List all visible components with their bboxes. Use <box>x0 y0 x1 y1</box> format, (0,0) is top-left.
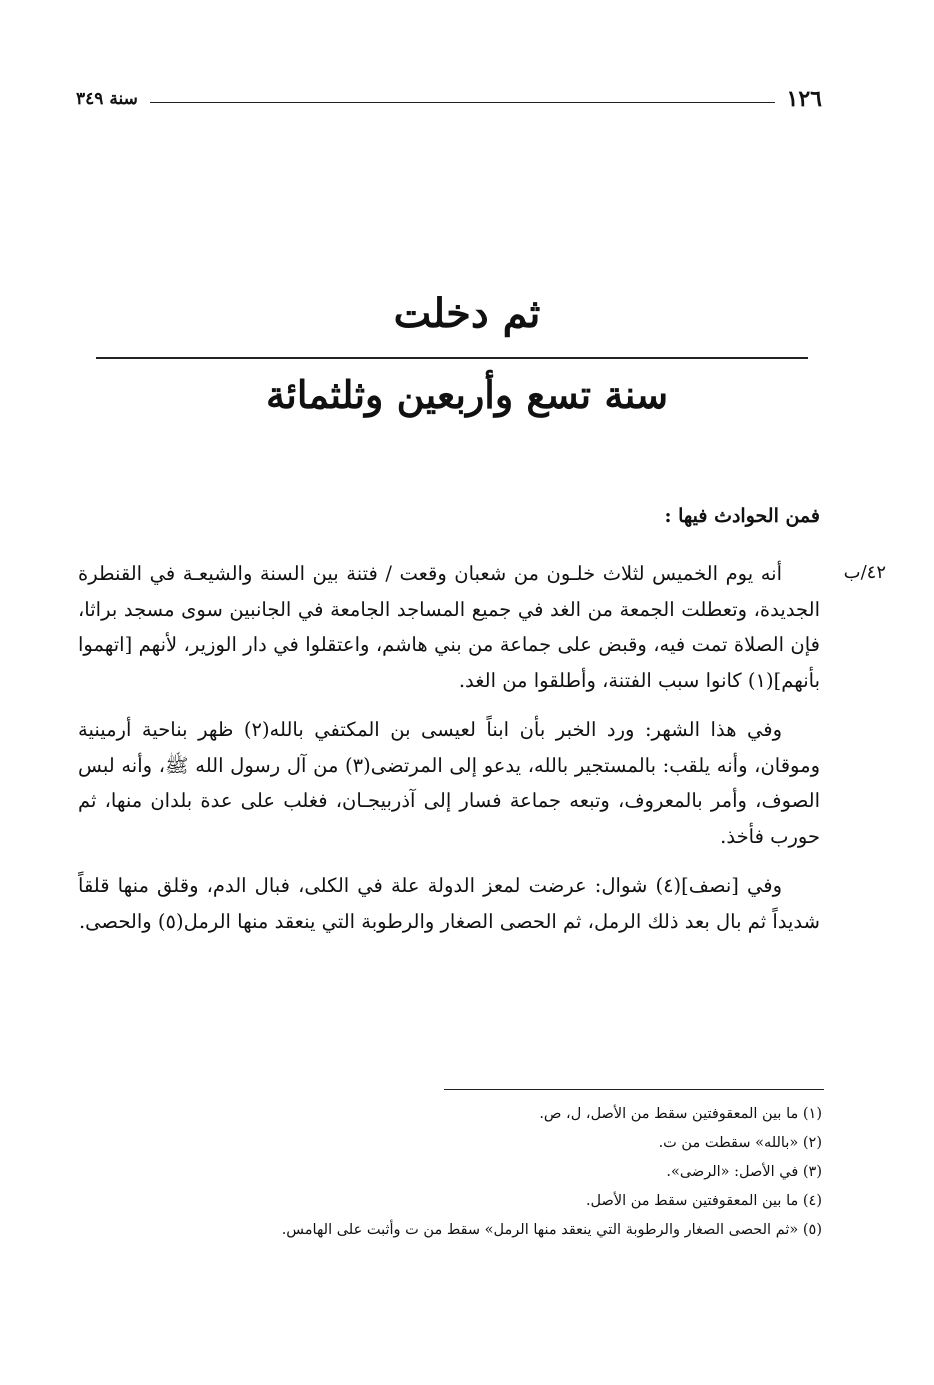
section-intro: فمن الحوادث فيها : <box>664 505 820 527</box>
title-divider <box>96 357 808 359</box>
header-rule <box>150 102 775 103</box>
paragraph: وفي هذا الشهر: ورد الخبر بأن ابناً لعيسى بن المكتفي بالله(٢) ظهر بناحية أرمينية وموقان، وأنه يلقب: بالمستجير بالله، يدعو إلى المرتضى(٣) من آل رسول الله ﷺ، وأنه لبس الصوف، وأمر بالمعروف، وتبعه جماعة فسار إلى آذربيجـان، فغلب على عدة بلدان منها، ثم حورب فأخذ. <box>78 718 820 848</box>
footnote: (١) ما بين المعقوفتين سقط من الأصل، ل، ص. <box>539 1106 822 1122</box>
paragraph: وفي [نصف](٤) شوال: عرضت لمعز الدولة علة في الكلى، فبال الدم، وقلق منها قلقاً شديداً ثم بال بعد ذلك الرمل، ثم الحصى الصغار والرطوبة التي ينعقد منها الرمل(٥) والحصى. <box>78 874 820 933</box>
footnote-divider <box>444 1089 824 1090</box>
paragraph: أنه يوم الخميس لثلاث خلـون من شعبان وقعت / فتنة بين السنة والشيعـة في القنطرة الجديدة، وتعطلت الجمعة من الغد في جميع المساجد الجامعة في الجانبين سوى مسجد براثا، فإن الصلاة تمت فيه، وقبض على جماعة من بني هاشم، واعتقلوا في دار الوزير، لأنهم [اتهموا بأنهم](١) كانوا سبب الفتنة، وأطلقوا من الغد. <box>78 562 820 692</box>
chapter-title-line1: ثم دخلت <box>393 290 541 337</box>
footnote: (٤) ما بين المعقوفتين سقط من الأصل. <box>585 1193 822 1209</box>
footnote: (٥) «ثم الحصى الصغار والرطوبة التي ينعقد منها الرمل» سقط من ت وأثبت على الهامس. <box>281 1222 822 1238</box>
manuscript-folio-marker: ٤٢/ب <box>843 562 886 583</box>
chapter-title-line2: سنة تسع وأربعين وثلثمائة <box>265 372 669 417</box>
footnote: (٣) في الأصل: «الرضى». <box>666 1164 822 1180</box>
page-number: ١٢٦ <box>786 86 822 112</box>
running-header <box>76 84 822 114</box>
main-text <box>78 556 820 953</box>
running-year: سنة ٣٤٩ <box>76 89 138 109</box>
footnotes <box>120 1100 822 1245</box>
footnote: (٢) «بالله» سقطت من ت. <box>658 1135 822 1151</box>
